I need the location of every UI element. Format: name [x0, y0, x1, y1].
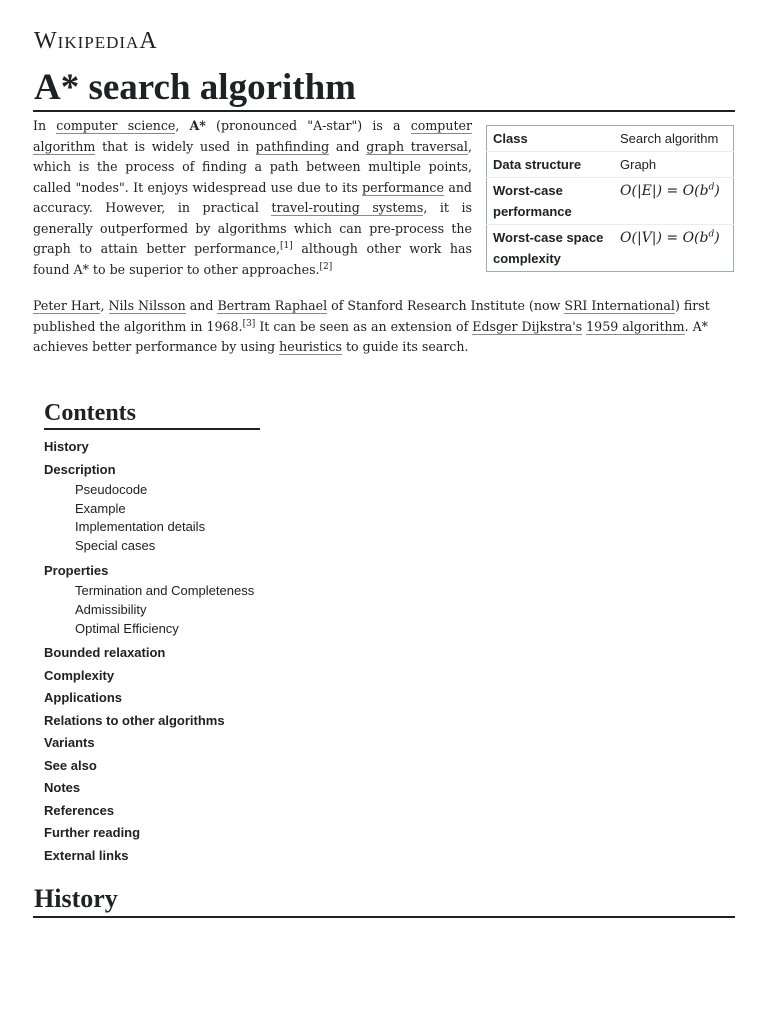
- toc-item-label: Notes: [44, 780, 81, 796]
- text-run: that is widely used in: [95, 138, 256, 154]
- toc-item[interactable]: [44, 665, 260, 688]
- text-run: , which is the process of finding a path between multiple points, called "nodes". It enjoys widespread use due to its: [33, 138, 472, 195]
- formula-main: O(|V|) = O(b: [620, 230, 709, 246]
- toc-item[interactable]: [44, 459, 260, 556]
- infobox-value[interactable]: Graph: [614, 152, 734, 178]
- toc-item-label: External links: [44, 847, 129, 863]
- toc-item-label: Relations to other algorithms: [44, 712, 225, 728]
- toc-list: [44, 436, 260, 867]
- text-run: (pronounced "A-star") is a: [205, 118, 411, 133]
- infobox-label: Worst-case space complexity: [493, 230, 604, 266]
- toc-sublist: [44, 582, 260, 638]
- toc-subitem[interactable]: Termination and Completeness: [75, 583, 255, 599]
- text-run: to guide its search.: [341, 339, 469, 354]
- toc-divider: [44, 428, 260, 430]
- toc-item[interactable]: [44, 687, 260, 710]
- formula-exponent: d: [708, 229, 715, 240]
- logo-small-caps: IKIPEDIA: [57, 33, 140, 52]
- toc-item-label: Variants: [44, 735, 95, 751]
- toc-item[interactable]: [44, 436, 260, 459]
- text-run: of Stanford Research Institute (now: [327, 298, 565, 313]
- toc-item[interactable]: [44, 822, 260, 845]
- toc-item-label: Further reading: [44, 825, 141, 841]
- title-divider: [33, 110, 735, 112]
- toc-subitem[interactable]: Pseudocode: [75, 482, 148, 497]
- article-link[interactable]: pathfinding: [255, 138, 330, 154]
- article-body: [33, 116, 735, 358]
- logo-first-letter: W: [34, 28, 58, 54]
- toc-item-label: See also: [44, 757, 97, 773]
- article-link[interactable]: Peter Hart: [33, 298, 101, 313]
- bold-term: A*: [189, 118, 206, 133]
- toc-item-label: Applications: [44, 690, 123, 706]
- toc-item-label: Complexity: [44, 667, 115, 683]
- citation-reference[interactable]: [2]: [319, 261, 333, 272]
- intro-paragraph-2: [33, 296, 735, 358]
- toc-title: Contents: [44, 400, 137, 426]
- toc-subitem[interactable]: Special cases: [75, 538, 156, 554]
- toc-item[interactable]: [44, 560, 260, 639]
- table-of-contents: [44, 398, 260, 867]
- text-run: ) first published the algorithm in 1968.: [33, 298, 710, 334]
- text-run: . A* achieves better performance by using: [33, 318, 708, 354]
- formula-close: ): [714, 183, 720, 199]
- toc-subitem[interactable]: Example: [75, 500, 126, 516]
- toc-item[interactable]: [44, 845, 260, 868]
- toc-item[interactable]: [44, 755, 260, 778]
- toc-item[interactable]: [44, 800, 260, 823]
- citation-reference[interactable]: [3]: [242, 318, 256, 329]
- wikipedia-logo[interactable]: [34, 28, 158, 55]
- section-heading-history: History: [34, 884, 118, 913]
- infobox-label: Worst-case performance: [487, 178, 615, 225]
- text-run: , it is generally outperformed by algorithms which can pre-process the graph to attain better performance,: [33, 200, 472, 256]
- text-run: and: [185, 298, 218, 313]
- article-link[interactable]: computer algorithm: [33, 118, 473, 154]
- toc-item-label: Description: [44, 461, 116, 477]
- text-run: ,: [100, 298, 109, 313]
- article-link[interactable]: Edsger Dijkstra's: [472, 318, 583, 334]
- section-divider: [33, 916, 735, 918]
- toc-item[interactable]: [44, 710, 260, 733]
- toc-item[interactable]: [44, 642, 260, 665]
- citation-reference[interactable]: [1]: [280, 240, 293, 251]
- toc-subitem[interactable]: Admissibility: [75, 602, 147, 618]
- article-link[interactable]: 1959 algorithm: [586, 318, 685, 334]
- page-title: A* search algorithm: [34, 67, 356, 108]
- logo-last-letter: A: [139, 28, 158, 54]
- text-run: although other work has found A* to be superior to other approaches.: [33, 241, 472, 277]
- text-run: and accuracy. However, in practical: [33, 179, 472, 215]
- text-run: It can be seen as an extension of: [255, 318, 473, 334]
- article-link[interactable]: computer science: [56, 118, 176, 133]
- formula-exponent: d: [708, 182, 715, 193]
- article-link[interactable]: performance: [362, 179, 444, 195]
- toc-item[interactable]: [44, 777, 260, 800]
- text-run: In: [33, 118, 57, 133]
- article-link[interactable]: SRI International: [564, 298, 675, 313]
- article-link[interactable]: travel-routing systems: [271, 200, 424, 215]
- toc-subitem[interactable]: Implementation details: [75, 519, 206, 535]
- toc-item-label: History: [44, 439, 89, 454]
- article-link[interactable]: Bertram Raphael: [217, 298, 328, 313]
- infobox-value[interactable]: Search algorithm: [614, 126, 734, 152]
- formula-main: O(|E|) = O(b: [620, 183, 709, 199]
- toc-item-label: Bounded relaxation: [44, 645, 166, 661]
- toc-item-label: References: [44, 802, 115, 818]
- article-link[interactable]: heuristics: [279, 339, 342, 354]
- text-run: and: [329, 138, 367, 154]
- article-link[interactable]: graph traversal: [366, 138, 468, 154]
- infobox-label: Class: [487, 126, 615, 152]
- toc-item[interactable]: [44, 732, 260, 755]
- infobox-label: Data structure: [487, 152, 615, 178]
- formula-close: ): [714, 230, 720, 246]
- toc-sublist: [44, 481, 260, 556]
- intro-paragraph-1: [33, 116, 472, 280]
- text-run: ,: [175, 118, 190, 133]
- toc-subitem[interactable]: Optimal Efficiency: [75, 620, 179, 636]
- toc-item-label: Properties: [44, 562, 109, 578]
- article-link[interactable]: Nils Nilsson: [108, 298, 186, 313]
